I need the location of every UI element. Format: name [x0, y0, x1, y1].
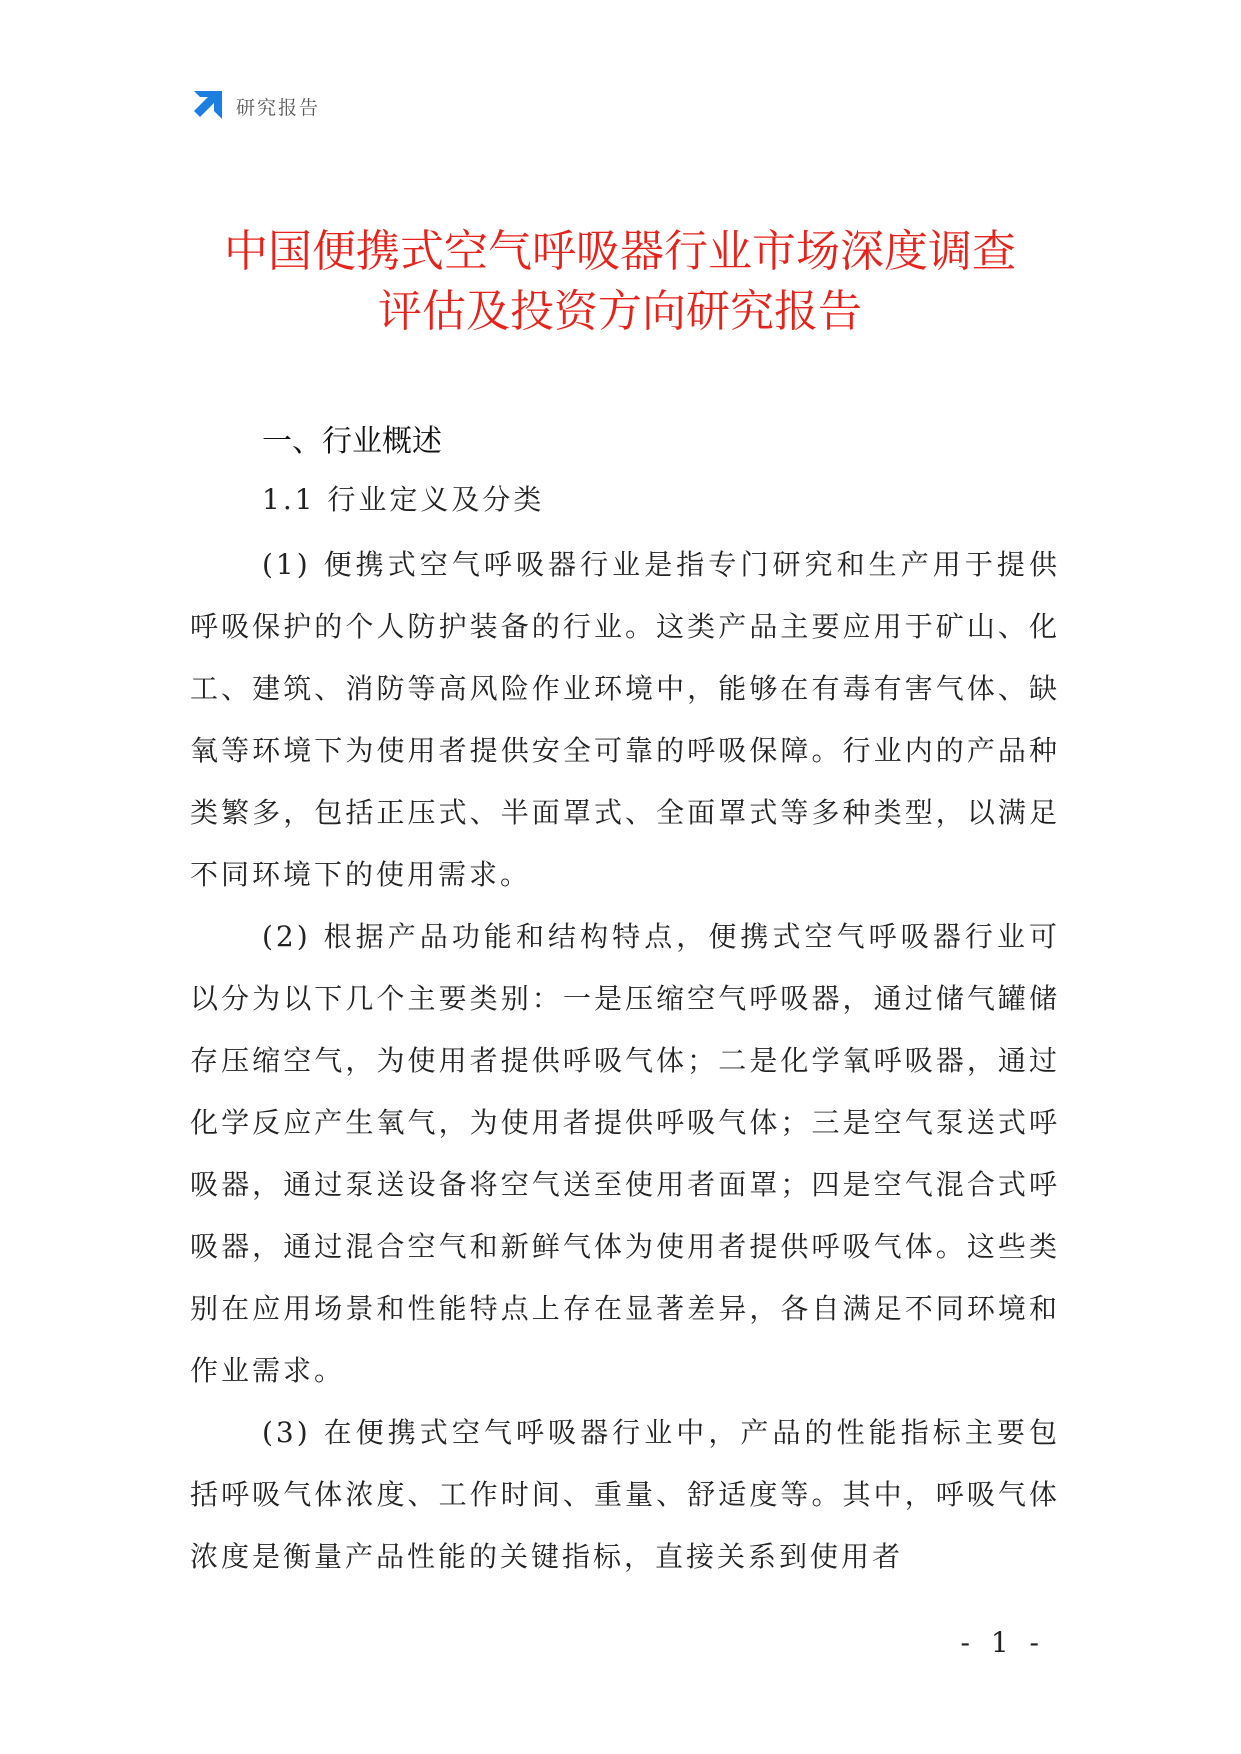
section-heading: 一、行业概述 — [262, 424, 442, 459]
document-body — [190, 420, 1060, 1588]
title-line-1: 中国便携式空气呼吸器行业市场深度调查 — [224, 226, 1016, 277]
paragraph-2: (2) 根据产品功能和结构特点，便携式空气呼吸器行业可以分为以下几个主要类别：一是压缩空气呼吸器，通过储气罐储存压缩空气，为使用者提供呼吸气体；二是化学氧呼吸器，通过化学反应产生氧气，为使用者提供呼吸气体；三是空气泵送式呼吸器，通过泵送设备将空气送至使用者面罩；四是空气混合式呼吸器，通过混合空气和新鲜气体为使用者提供呼吸气体。这些类别在应用场景和性能特点上存在显著差异，各自满足不同环境和作业需求。 — [190, 920, 1060, 1387]
header-label: 研究报告 — [236, 96, 321, 119]
document-title — [170, 222, 1070, 342]
paragraph-3: (3) 在便携式空气呼吸器行业中，产品的性能指标主要包括呼吸气体浓度、工作时间、重量、舒适度等。其中，呼吸气体浓度是衡量产品性能的关键指标，直接关系到使用者 — [190, 1416, 1060, 1573]
arrow-up-right-logo-icon — [190, 89, 224, 123]
subsection-heading: 1.1 行业定义及分类 — [262, 483, 545, 516]
title-line-2: 评估及投资方向研究报告 — [378, 286, 862, 337]
page-number: - 1 - — [960, 1626, 1045, 1659]
document-header — [190, 88, 320, 124]
paragraph-1: (1) 便携式空气呼吸器行业是指专门研究和生产用于提供呼吸保护的个人防护装备的行业。这类产品主要应用于矿山、化工、建筑、消防等高风险作业环境中，能够在有毒有害气体、缺氧等环境下为使用者提供安全可靠的呼吸保障。行业内的产品种类繁多，包括正压式、半面罩式、全面罩式等多种类型，以满足不同环境下的使用需求。 — [190, 548, 1060, 891]
